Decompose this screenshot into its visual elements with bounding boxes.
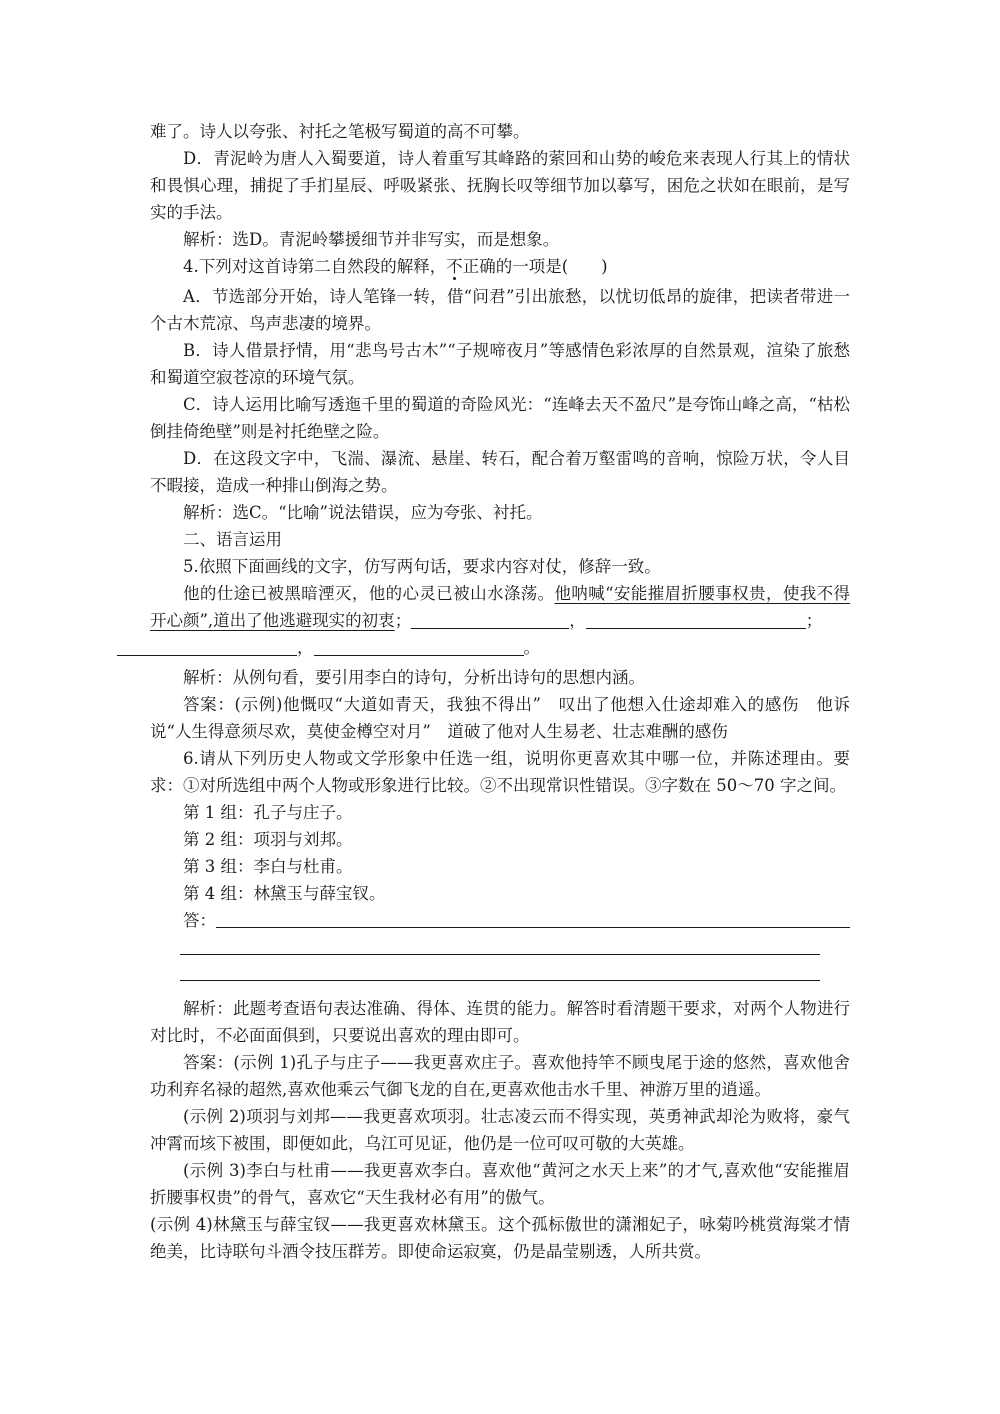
answer-line-1[interactable]: [150, 907, 850, 934]
question-5: 5.依照下面画线的文字，仿写两句话，要求内容对仗，修辞一致。: [183, 557, 661, 576]
question-5-passage: [150, 580, 850, 661]
comma-2: ，: [297, 638, 314, 657]
emphasis-char: 不: [446, 257, 463, 276]
semicolon-1: ；: [394, 611, 412, 630]
group-1: 第 1 组：孔子与庄子。: [183, 803, 353, 822]
passage-plain: 他的仕途已被黑暗湮灭，他的心灵已被山水涤荡。: [183, 584, 555, 603]
analysis-q4: 解析：选C。“比喻”说法错误，应为夸张、衬托。: [183, 503, 543, 522]
analysis-q6: 解析：此题考查语句表达准确、得体、连贯的能力。解答时看清题干要求，对两个人物进行对比时，不必面面俱到，只要说出喜欢的理由即可。: [150, 999, 850, 1045]
example-1: 答案：(示例 1)孔子与庄子——我更喜欢庄子。喜欢他持竿不顾曳尾于途的悠然，喜欢他舍功利弃名禄的超然,喜欢他乘云气御飞龙的自在,更喜欢他击水千里、神游万里的逍遥。: [150, 1053, 850, 1099]
answer-label: 答：: [183, 911, 216, 930]
question-4-stem-end: 正确的一项是( ): [462, 257, 608, 276]
passage-underlined: 他呐喊“安能摧眉折腰事权贵，使我不得开心颜”,道出了他逃避现实的初衷: [150, 584, 851, 630]
analysis-q3: 解析：选D。青泥岭攀援细节并非写实，而是想象。: [183, 230, 560, 249]
question-6: 6.请从下列历史人物或文学形象中任选一组，说明你更喜欢其中哪一位，并陈述理由。要求：①对所选组中两个人物或形象进行比较。②不出现常识性错误。③字数在 50～70 字之间。: [150, 749, 850, 795]
answer-q5: 答案：(示例)他慨叹“大道如青天，我独不得出” 叹出了他想入仕途却难入的感伤 他诉说“人生得意须尽欢，莫使金樽空对月” 道破了他对人生易老、壮志难酬的感伤: [150, 695, 850, 741]
document-page: [150, 118, 850, 1265]
answer-rule-2[interactable]: [180, 954, 820, 955]
example-2: (示例 2)项羽与刘邦——我更喜欢项羽。壮志凌云而不得实现，英勇神武却沦为败将，豪气冲霄而垓下被围，即便如此，乌江可见证，他仍是一位可叹可敬的大英雄。: [150, 1107, 850, 1153]
option-c-q4: C．诗人运用比喻写透迤千里的蜀道的奇险风光：“连峰去天不盈尺”是夸饰山峰之高，“枯松倒挂倚绝壁”则是衬托绝壁之险。: [150, 395, 850, 441]
group-3: 第 3 组：李白与杜甫。: [183, 857, 353, 876]
option-d-q4: D．在这段文字中，飞湍、瀑流、悬崖、转石，配合着万壑雷鸣的音响，惊险万状，令人目不暇接，造成一种排山倒海之势。: [150, 449, 850, 495]
answer-blank-3[interactable]: [117, 639, 297, 656]
answer-blank-2[interactable]: [586, 612, 806, 629]
example-3: (示例 3)李白与杜甫——我更喜欢李白。喜欢他“黄河之水天上来”的才气,喜欢他“安能摧眉折腰事权贵”的骨气，喜欢它“天生我材必有用”的傲气。: [150, 1161, 850, 1207]
period-1: 。: [523, 638, 540, 657]
answer-rule-1[interactable]: [216, 911, 850, 928]
analysis-q5: 解析：从例句看，要引用李白的诗句，分析出诗句的思想内涵。: [183, 668, 645, 687]
answer-blank-4[interactable]: [314, 639, 524, 656]
example-4: (示例 4)林黛玉与薛宝钗——我更喜欢林黛玉。这个孤标傲世的潇湘妃子，咏菊吟桃赏海棠才情绝美，比诗联句斗酒令技压群芳。即使命运寂寞，仍是晶莹剔透，人所共赏。: [150, 1215, 850, 1261]
option-a-q4: A．节选部分开始，诗人笔锋一转，借“问君”引出旅愁，以忧切低昂的旋律，把读者带进一个古木荒凉、鸟声悲凄的境界。: [150, 287, 850, 333]
comma-1: ，: [569, 611, 586, 630]
question-4: [150, 253, 850, 280]
paragraph-c-end: 难了。诗人以夸张、衬托之笔极写蜀道的高不可攀。: [150, 122, 530, 141]
option-d-q3: D．青泥岭为唐人入蜀要道，诗人着重写其峰路的萦回和山势的峻危来表现人行其上的情状和畏惧心理，捕捉了手扪星辰、呼吸紧张、抚胸长叹等细节加以摹写，困危之状如在眼前，是写实的手法。: [150, 149, 850, 222]
option-b-q4: B．诗人借景抒情，用“悲鸟号古木”“子规啼夜月”等感情色彩浓厚的自然景观，渲染了旅愁和蜀道空寂苍凉的环境气氛。: [150, 341, 850, 387]
answer-blank-1[interactable]: [411, 612, 569, 629]
group-4: 第 4 组：林黛玉与薛宝钗。: [183, 884, 386, 903]
question-4-stem: 4.下列对这首诗第二自然段的解释，: [183, 257, 447, 276]
group-2: 第 2 组：项羽与刘邦。: [183, 830, 353, 849]
section-heading: 二、语言运用: [183, 530, 282, 549]
semicolon-2: ；: [805, 611, 823, 630]
